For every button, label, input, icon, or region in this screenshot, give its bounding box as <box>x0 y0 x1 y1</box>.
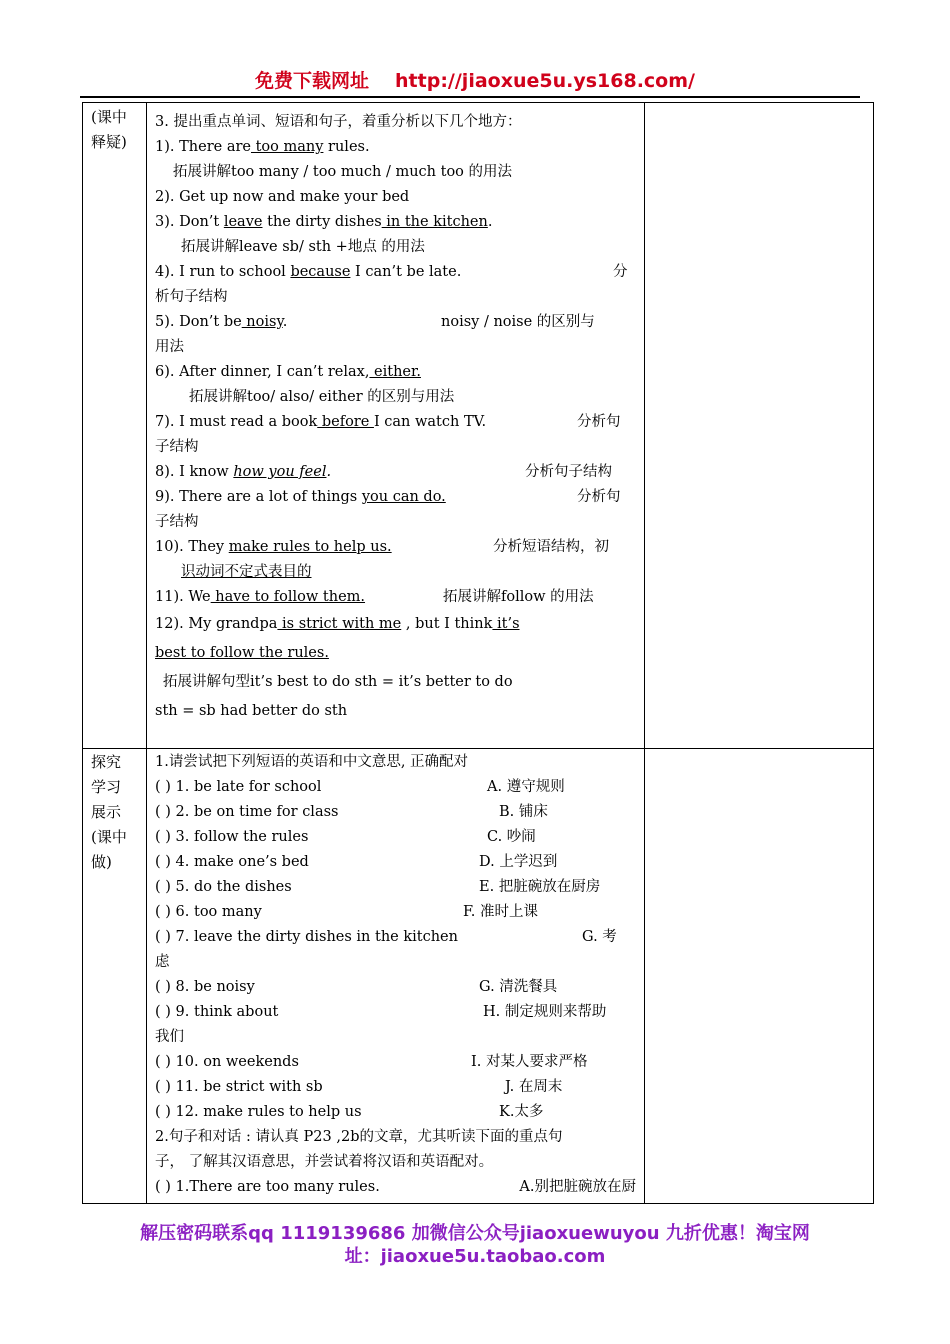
answer-blank[interactable]: ( ) <box>155 829 176 845</box>
text: 11). We <box>155 589 211 605</box>
exercise-intro: 1.请尝试把下列短语的英语和中文意思, 正确配对 <box>155 754 469 770</box>
header-label: 免费下载网址 <box>255 70 370 92</box>
answer-blank[interactable]: ( ) <box>155 779 176 795</box>
text-line <box>147 585 644 610</box>
text: 9). There are a lot of things <box>155 489 362 505</box>
section-label-cell <box>83 103 147 749</box>
underlined-text: it’s <box>492 616 520 632</box>
footer-line2: 址：jiaoxue5u.taobao.com <box>344 1246 606 1267</box>
matching-chinese: J. 在周末 <box>505 1079 563 1095</box>
item-number: 3. <box>175 829 190 845</box>
text: . <box>282 314 288 330</box>
text: 4). I run to school <box>155 264 291 280</box>
item-number: 6. <box>175 904 190 920</box>
matching-english: leave the dirty dishes in the kitchen <box>194 929 458 945</box>
matching-item <box>147 1050 644 1075</box>
page-header <box>0 66 950 93</box>
text-line <box>147 410 644 435</box>
matching-chinese: E. 把脏碗放在厨房 <box>479 879 601 895</box>
item-number: 1. <box>175 779 190 795</box>
content-cell <box>147 103 645 749</box>
notes-cell <box>645 103 874 749</box>
matching-english: on weekends <box>203 1054 299 1070</box>
underlined-text: you can do. <box>361 489 446 505</box>
section-label <box>83 749 146 875</box>
label-line: 做) <box>91 853 112 871</box>
text: 12). My grandpa <box>155 616 278 632</box>
answer-blank[interactable]: ( ) <box>155 979 176 995</box>
underlined-text: in the kitchen <box>381 214 488 230</box>
matching-chinese: B. 铺床 <box>499 804 548 820</box>
text-line <box>147 535 644 560</box>
footer-line1: 解压密码联系qq 1119139686 加微信公众号jiaoxuewuyou 九折优惠！淘宝网 <box>140 1223 810 1244</box>
note: 拓展讲解follow 的用法 <box>443 589 594 605</box>
label-line: 探究 <box>91 753 122 771</box>
matching-item-continued: 虑 <box>155 954 170 970</box>
text-line: 3. 提出重点单词、短语和句子，着重分析以下几个地方： <box>155 114 522 130</box>
text-line <box>147 610 644 639</box>
text: 6). After dinner, I can’t relax, <box>155 364 370 380</box>
text-line: 子结构 <box>155 439 199 455</box>
text: . <box>487 214 493 230</box>
text: rules. <box>323 139 370 155</box>
text-line: 子， 了解其汉语意思，并尝试着将汉语和英语配对。 <box>155 1154 494 1170</box>
matching-english: be on time for class <box>194 804 339 820</box>
answer-blank[interactable]: ( ) <box>155 929 176 945</box>
matching-english: ( ) 1.There are too many rules. <box>155 1179 380 1195</box>
text-line: 用法 <box>155 339 184 355</box>
matching-chinese: A. 遵守规则 <box>487 779 565 795</box>
item-number: 12. <box>175 1104 199 1120</box>
answer-blank[interactable]: ( ) <box>155 1104 176 1120</box>
answer-blank[interactable]: ( ) <box>155 854 176 870</box>
text-line <box>147 1175 644 1200</box>
text: 10). They <box>155 539 229 555</box>
matching-chinese: G. 清洗餐具 <box>479 979 558 995</box>
text: , but I think <box>401 616 493 632</box>
label-line: 展示 <box>91 803 122 821</box>
item-number: 4. <box>175 854 190 870</box>
matching-item <box>147 900 644 925</box>
table-row <box>83 749 874 1204</box>
label-line: 释疑) <box>91 133 127 151</box>
matching-chinese: C. 吵闹 <box>487 829 536 845</box>
note: noisy / noise 的区别与 <box>441 314 595 330</box>
matching-item <box>147 925 644 950</box>
text-line: best to follow the rules. <box>155 645 329 661</box>
matching-item <box>147 775 644 800</box>
matching-chinese: F. 准时上课 <box>463 904 539 920</box>
underlined-text: make rules to help us. <box>228 539 392 555</box>
text: I can watch TV. <box>373 414 487 430</box>
answer-blank[interactable]: ( ) <box>155 904 176 920</box>
item-number: 9. <box>175 1004 190 1020</box>
text-line: 拓展讲解too many / too much / much too 的用法 <box>173 164 513 180</box>
matching-english: follow the rules <box>194 829 309 845</box>
matching-english: make one’s bed <box>194 854 309 870</box>
underlined-text: because <box>290 264 351 280</box>
answer-blank[interactable]: ( ) <box>155 804 176 820</box>
section-label-cell <box>83 749 147 1204</box>
matching-item <box>147 1075 644 1100</box>
matching-chinese: G. 考 <box>582 929 617 945</box>
text-line <box>147 210 644 235</box>
text: 8). I know <box>155 464 234 480</box>
underlined-text: noisy <box>241 314 283 330</box>
answer-blank[interactable]: ( ) <box>155 879 176 895</box>
text: 5). Don’t be <box>155 314 242 330</box>
text-line: 2.句子和对话 : 请认真 P23 ,2b的文章，尤其听读下面的重点句 <box>155 1129 563 1145</box>
answer-blank[interactable]: ( ) <box>155 1079 176 1095</box>
content-cell <box>147 749 645 1204</box>
matching-english: do the dishes <box>194 879 292 895</box>
underlined-text: too many <box>250 139 324 155</box>
note: 分析句 <box>577 489 621 505</box>
matching-chinese: I. 对某人要求严格 <box>471 1054 588 1070</box>
text-line <box>147 485 644 510</box>
matching-chinese: D. 上学迟到 <box>479 854 558 870</box>
matching-item <box>147 1100 644 1125</box>
text: 7). I must read a book <box>155 414 318 430</box>
text-line: 析句子结构 <box>155 289 228 305</box>
matching-chinese: K.太多 <box>499 1104 544 1120</box>
matching-item <box>147 975 644 1000</box>
text-line: 拓展讲解too/ also/ either 的区别与用法 <box>189 389 455 405</box>
note: 分析句 <box>577 414 621 430</box>
text: I can’t be late. <box>350 264 462 280</box>
text-line: sth = sb had better do sth <box>155 703 348 719</box>
text-line <box>147 260 644 285</box>
text: . <box>326 464 332 480</box>
matching-chinese: A.别把脏碗放在厨 <box>519 1179 636 1195</box>
text-line: 子结构 <box>155 514 199 530</box>
note: 分析句子结构 <box>525 464 612 480</box>
matching-english: be noisy <box>194 979 255 995</box>
label-line: 学习 <box>91 778 122 796</box>
text-line: 2). Get up now and make your bed <box>155 189 410 205</box>
matching-chinese: H. 制定规则来帮助 <box>483 1004 607 1020</box>
answer-blank[interactable]: ( ) <box>155 1054 176 1070</box>
underlined-text: how you feel <box>233 464 327 480</box>
text-line <box>147 310 644 335</box>
matching-item <box>147 850 644 875</box>
matching-item-continued: 我们 <box>155 1029 184 1045</box>
table-row <box>83 103 874 749</box>
matching-english: too many <box>194 904 262 920</box>
underlined-text: either. <box>369 364 421 380</box>
item-number: 7. <box>175 929 190 945</box>
item-number: 5. <box>175 879 190 895</box>
note: 分析短语结构，初 <box>493 539 609 555</box>
text: 3). Don’t <box>155 214 224 230</box>
text-line: 识动词不定式表目的 <box>181 564 312 580</box>
matching-english: think about <box>194 1004 279 1020</box>
matching-item <box>147 1000 644 1025</box>
item-number: 10. <box>175 1054 199 1070</box>
text-line <box>147 460 644 485</box>
item-number: 2. <box>175 804 190 820</box>
note: 分 <box>613 264 628 280</box>
underlined-text: leave <box>223 214 263 230</box>
matching-english: make rules to help us <box>203 1104 362 1120</box>
matching-list <box>147 775 644 1125</box>
text-line <box>147 360 644 385</box>
notes-cell <box>645 749 874 1204</box>
text-line: 拓展讲解leave sb/ sth +地点 的用法 <box>181 239 425 255</box>
label-line: (课中 <box>91 108 127 126</box>
matching-english: be strict with sb <box>203 1079 323 1095</box>
underlined-text: is strict with me <box>277 616 402 632</box>
underlined-text: before <box>317 414 374 430</box>
item-number: 8. <box>175 979 190 995</box>
matching-item <box>147 800 644 825</box>
lesson-table <box>82 102 874 1204</box>
matching-english: be late for school <box>194 779 322 795</box>
section-label <box>83 103 146 155</box>
header-rule <box>80 96 860 98</box>
text: the dirty dishes <box>262 214 382 230</box>
answer-blank[interactable]: ( ) <box>155 1004 176 1020</box>
text-line <box>147 135 644 160</box>
item-number: 11. <box>175 1079 199 1095</box>
label-line: (课中 <box>91 828 127 846</box>
header-url[interactable]: http://jiaoxue5u.ys168.com/ <box>395 70 695 92</box>
matching-item <box>147 825 644 850</box>
text-line: 拓展讲解句型it’s best to do sth = it’s better to do <box>163 674 513 690</box>
text: 1). There are <box>155 139 251 155</box>
underlined-text: have to follow them. <box>210 589 366 605</box>
matching-item <box>147 875 644 900</box>
